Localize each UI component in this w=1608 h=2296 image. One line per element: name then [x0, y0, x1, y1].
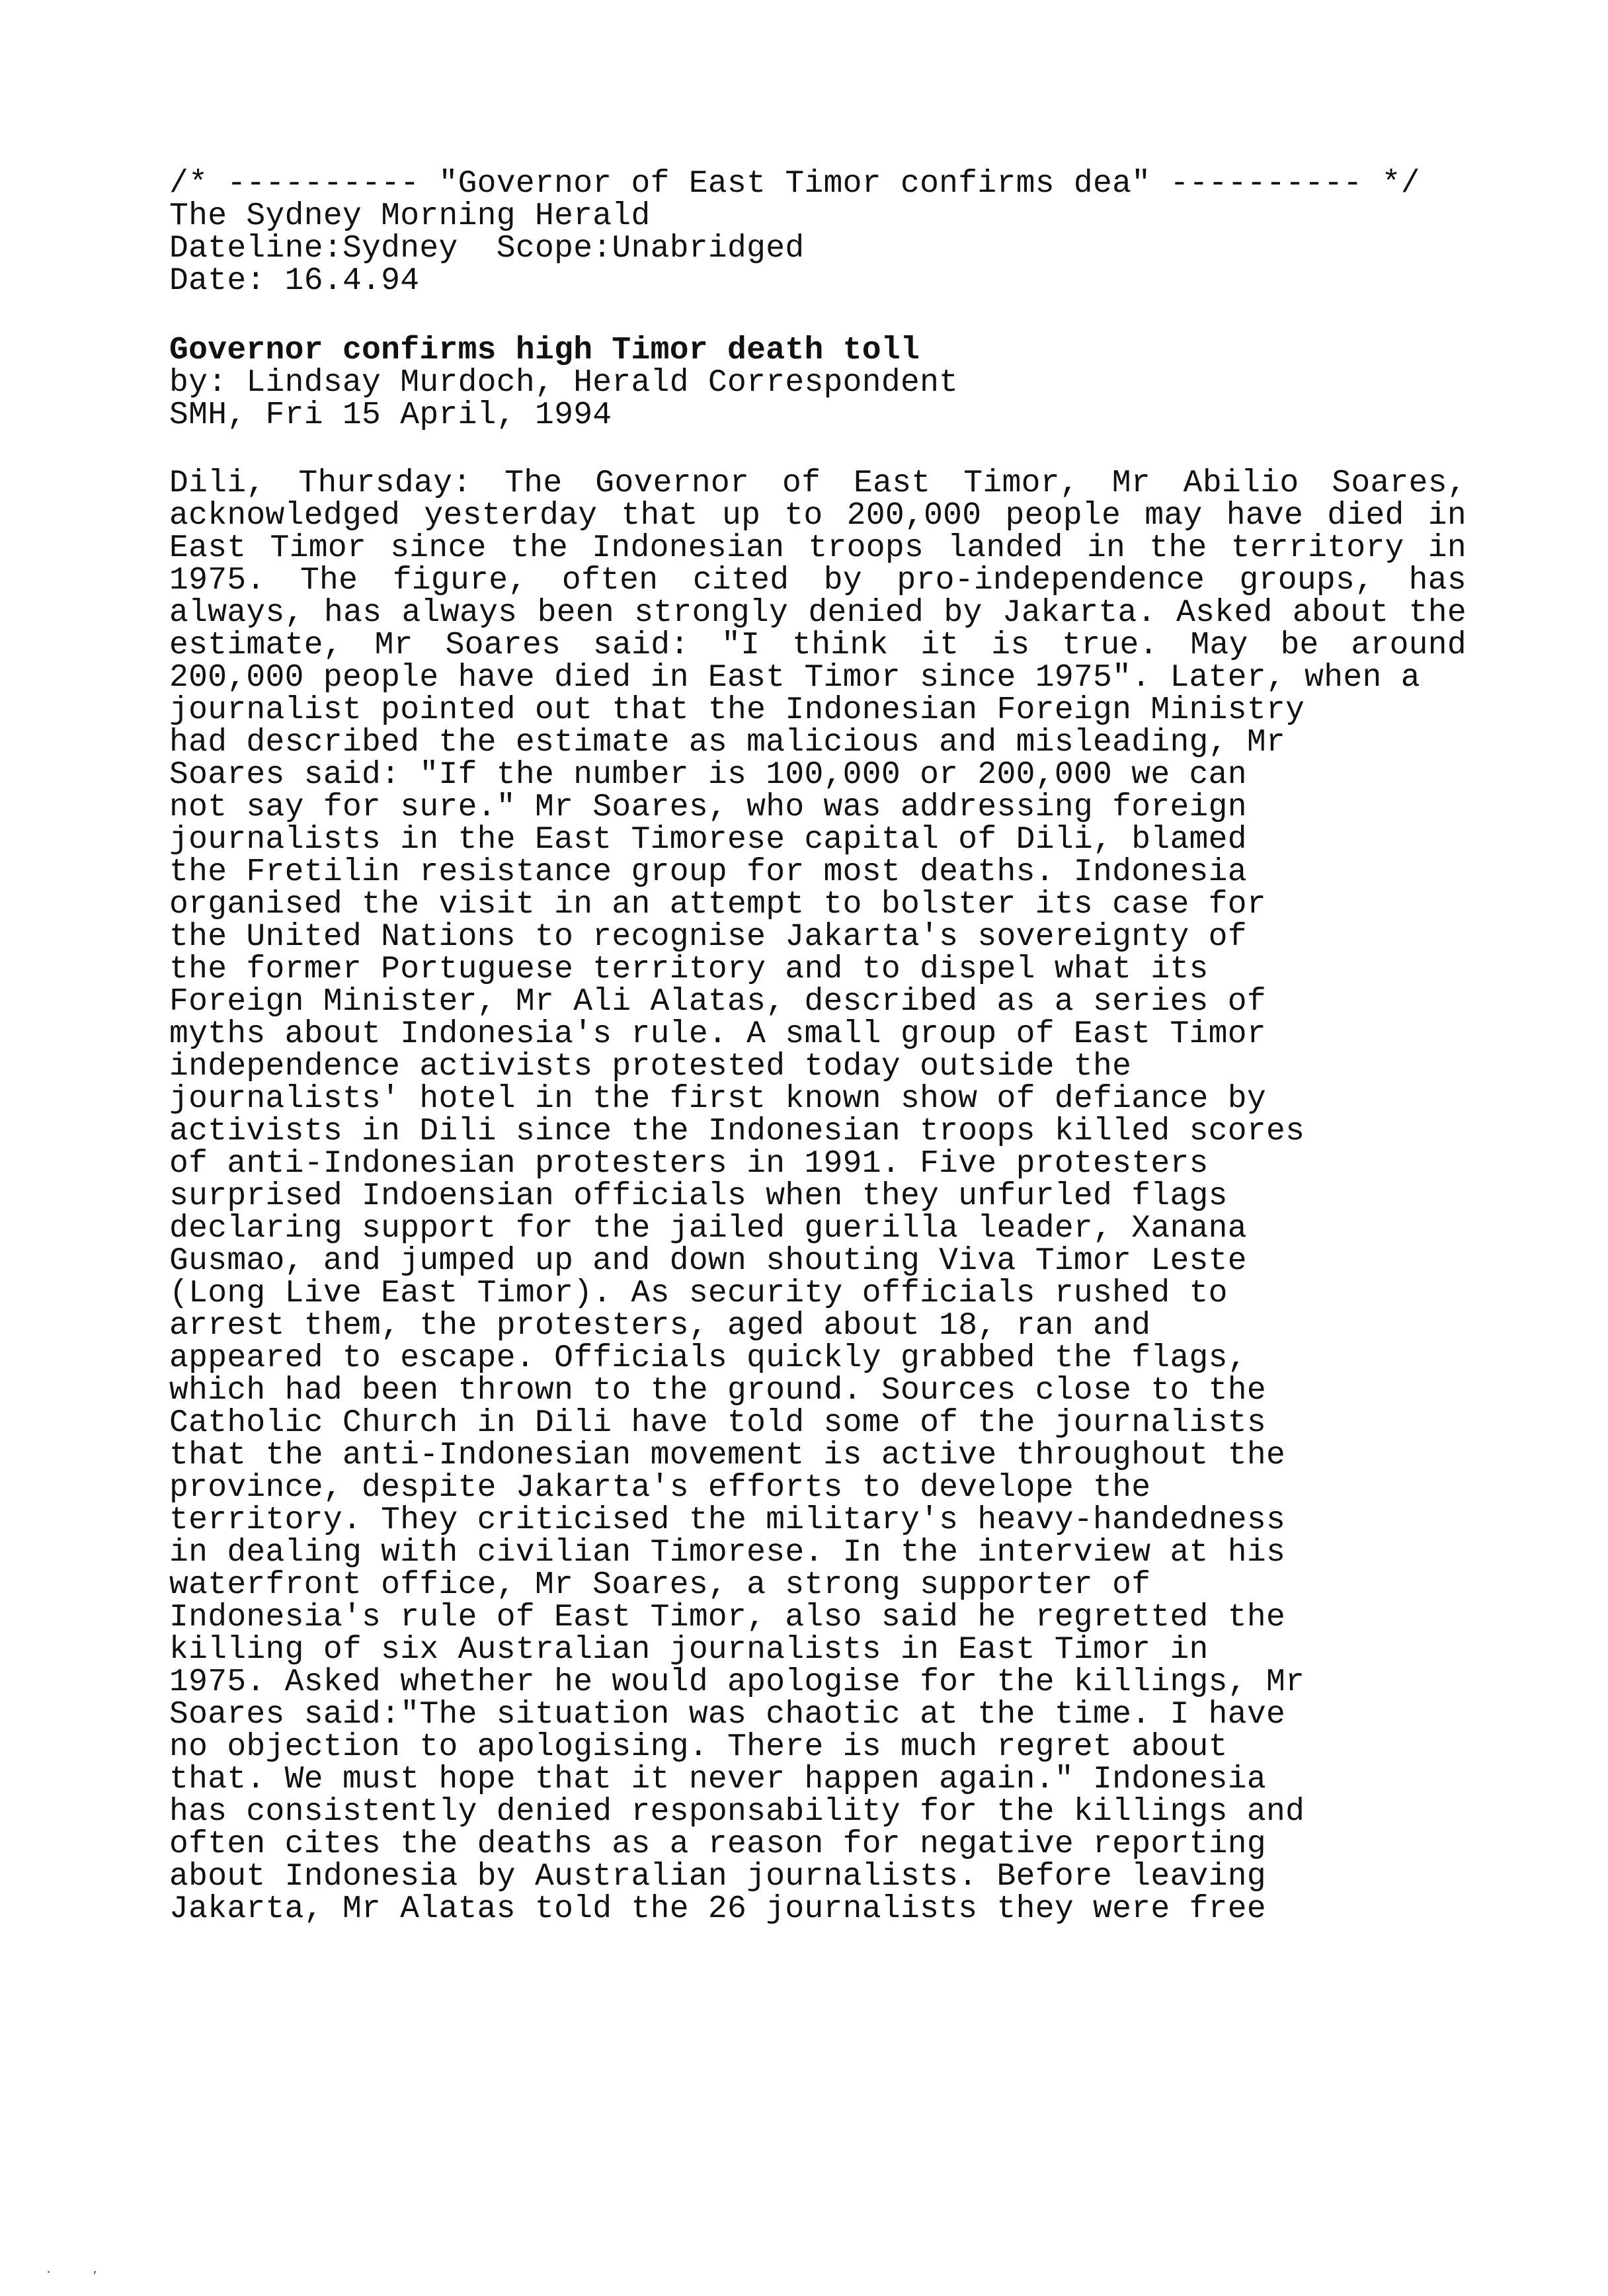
body-line: had described the estimate as malicious and misleading, Mr	[169, 725, 1286, 760]
body-line: of anti-Indonesian protesters in 1991. Five protesters	[169, 1146, 1209, 1182]
body-line: the Fretilin resistance group for most deaths. Indonesia	[169, 854, 1247, 890]
body-line: that. We must hope that it never happen again." Indonesia	[169, 1762, 1266, 1797]
body-line: no objection to apologising. There is much regret about	[169, 1729, 1228, 1765]
body-line: estimate, Mr Soares said: "I think it is true. May be around	[169, 628, 1467, 663]
body-line: Gusmao, and jumped up and down shouting Viva Timor Leste	[169, 1243, 1247, 1279]
body-line: journalists' hotel in the first known show of defiance by	[169, 1081, 1266, 1117]
body-line: in dealing with civilian Timorese. In the interview at his	[169, 1535, 1286, 1571]
body-line: has consistently denied responsability for the killings and	[169, 1794, 1305, 1830]
body-line: province, despite Jakarta's efforts to develope the	[169, 1470, 1151, 1506]
body-line: acknowledged yesterday that up to 200,000 people may have died in	[169, 498, 1467, 534]
body-line: which had been thrown to the ground. Sources close to the	[169, 1373, 1266, 1409]
body-line: territory. They criticised the military's heavy-handedness	[169, 1502, 1286, 1538]
body-line: Soares said: "If the number is 100,000 or 200,000 we can	[169, 757, 1247, 793]
body-line: declaring support for the jailed guerilla leader, Xanana	[169, 1211, 1247, 1247]
body-line: myths about Indonesia's rule. A small group of East Timor	[169, 1016, 1266, 1052]
publication-name: The Sydney Morning Herald	[169, 198, 651, 234]
body-line: Indonesia's rule of East Timor, also said he regretted the	[169, 1600, 1286, 1635]
body-line: 200,000 people have died in East Timor since 1975". Later, when a	[169, 660, 1420, 696]
scan-mark: . ,	[46, 2260, 116, 2277]
body-line: the United Nations to recognise Jakarta's sovereignty of	[169, 919, 1247, 955]
header-date: Date: 16.4.94	[169, 263, 420, 299]
body-line: arrest them, the protesters, aged about 18, ran and	[169, 1308, 1151, 1344]
article-headline: Governor confirms high Timor death toll	[169, 333, 920, 368]
body-line: surprised Indoensian officials when they unfurled flags	[169, 1178, 1228, 1214]
body-line: appeared to escape. Officials quickly grabbed the flags,	[169, 1340, 1247, 1376]
body-line: 1975. Asked whether he would apologise for the killings, Mr	[169, 1664, 1305, 1700]
body-line: Catholic Church in Dili have told some of the journalists	[169, 1405, 1266, 1441]
body-line: the former Portuguese territory and to dispel what its	[169, 952, 1209, 987]
body-line: journalist pointed out that the Indonesian Foreign Ministry	[169, 692, 1305, 728]
body-line: that the anti-Indonesian movement is active throughout the	[169, 1438, 1286, 1473]
body-line: journalists in the East Timorese capital of Dili, blamed	[169, 822, 1247, 858]
body-line: killing of six Australian journalists in East Timor in	[169, 1632, 1209, 1668]
body-line: 1975. The figure, often cited by pro-independence groups, has	[169, 563, 1467, 598]
body-line: waterfront office, Mr Soares, a strong supporter of	[169, 1567, 1151, 1603]
body-line: Jakarta, Mr Alatas told the 26 journalists they were free	[169, 1891, 1266, 1927]
body-line: Dili, Thursday: The Governor of East Timor, Mr Abilio Soares,	[169, 466, 1467, 501]
body-line: East Timor since the Indonesian troops landed in the territory in	[169, 530, 1467, 566]
article-source-date: SMH, Fri 15 April, 1994	[169, 397, 612, 433]
body-line: always, has always been strongly denied by Jakarta. Asked about the	[169, 595, 1467, 631]
body-line: activists in Dili since the Indonesian troops killed scores	[169, 1114, 1305, 1149]
body-line: (Long Live East Timor). As security officials rushed to	[169, 1276, 1228, 1311]
body-line: Soares said:"The situation was chaotic at the time. I have	[169, 1697, 1286, 1733]
body-line: not say for sure." Mr Soares, who was addressing foreign	[169, 790, 1247, 825]
body-line: about Indonesia by Australian journalists. Before leaving	[169, 1859, 1266, 1895]
body-line: often cites the deaths as a reason for negative reporting	[169, 1826, 1266, 1862]
dateline-scope: Dateline:Sydney Scope:Unabridged	[169, 231, 805, 266]
article-byline: by: Lindsay Murdoch, Herald Correspondent	[169, 365, 959, 401]
body-line: independence activists protested today outside the	[169, 1049, 1132, 1085]
body-line: organised the visit in an attempt to bolster its case for	[169, 887, 1266, 922]
header-separator: /* ---------- "Governor of East Timor confirms dea" ---------- */	[169, 166, 1420, 202]
body-line: Foreign Minister, Mr Ali Alatas, described as a series of	[169, 984, 1266, 1020]
